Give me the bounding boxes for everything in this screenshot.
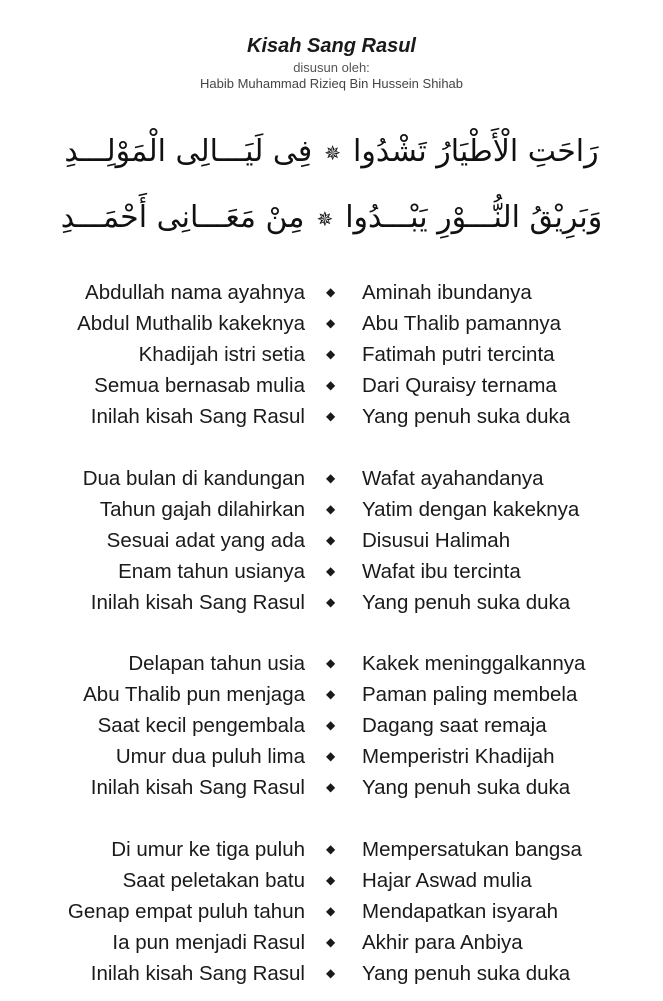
diamond-bullet-icon: ◆	[326, 564, 336, 578]
arabic-verse-line-2	[0, 198, 663, 239]
verse-left: Abu Thalib pun menjaga	[83, 683, 305, 706]
verse-line	[0, 339, 663, 370]
verse-right: Dagang saat remaja	[362, 714, 547, 737]
verse-left: Umur dua puluh lima	[115, 745, 305, 768]
verse-line	[0, 308, 663, 339]
verse-right: Yang penuh suka duka	[362, 405, 571, 428]
verse-line	[0, 896, 663, 927]
stanza-4	[0, 834, 663, 989]
diamond-bullet-icon: ◆	[326, 533, 336, 547]
verse-line	[0, 525, 663, 556]
verse-left: Abdul Muthalib kakeknya	[77, 312, 305, 335]
verse-left: Sesuai adat yang ada	[106, 529, 305, 552]
verse-line	[0, 865, 663, 896]
diamond-bullet-icon: ◆	[326, 904, 336, 918]
arabic-hemistich-first: وَبَرِيْقُ النُّـــوْرِ يَبْـــدُوا	[345, 200, 603, 235]
star-ornament-icon: ✵	[324, 140, 341, 165]
verse-left: Saat kecil pengembala	[97, 714, 305, 737]
document-header	[0, 34, 663, 92]
verse-line	[0, 277, 663, 308]
verse-left: Tahun gajah dilahirkan	[99, 498, 305, 521]
verse-left: Genap empat puluh tahun	[67, 900, 305, 923]
verse-left: Inilah kisah Sang Rasul	[90, 591, 305, 614]
diamond-bullet-icon: ◆	[326, 502, 336, 516]
diamond-bullet-icon: ◆	[326, 749, 336, 763]
verse-right: Abu Thalib pamannya	[362, 312, 562, 335]
verse-right: Dari Quraisy ternama	[362, 374, 557, 397]
verse-right: Yang penuh suka duka	[362, 962, 571, 985]
verse-left: Inilah kisah Sang Rasul	[90, 962, 305, 985]
stanza-2	[0, 463, 663, 618]
verse-left: Saat peletakan batu	[122, 869, 305, 892]
verse-right: Hajar Aswad mulia	[362, 869, 532, 892]
verse-right: Mempersatukan bangsa	[362, 838, 582, 861]
verse-left: Khadijah istri setia	[138, 343, 305, 366]
document-title: Kisah Sang Rasul	[247, 35, 416, 57]
verse-right: Paman paling membela	[362, 683, 578, 706]
verse-line	[0, 587, 663, 618]
byline-label: disusun oleh:	[293, 60, 370, 75]
verse-right: Wafat ibu tercinta	[362, 560, 521, 583]
verse-line	[0, 494, 663, 525]
verse-line	[0, 648, 663, 679]
verse-line	[0, 556, 663, 587]
verse-right: Mendapatkan isyarah	[362, 900, 559, 923]
diamond-bullet-icon: ◆	[326, 378, 336, 392]
verse-line	[0, 679, 663, 710]
diamond-bullet-icon: ◆	[326, 656, 336, 670]
arabic-hemistich-first: رَاحَتِ الْأَطْيَارُ تَشْدُوا	[353, 134, 599, 169]
author-name: Habib Muhammad Rizieq Bin Hussein Shihab	[199, 76, 464, 91]
verse-line	[0, 958, 663, 989]
verse-left: Enam tahun usianya	[118, 560, 305, 583]
verse-right: Kakek meninggalkannya	[362, 652, 586, 675]
diamond-bullet-icon: ◆	[326, 316, 336, 330]
verse-right: Akhir para Anbiya	[362, 931, 523, 954]
diamond-bullet-icon: ◆	[326, 966, 336, 980]
verse-line	[0, 927, 663, 958]
verse-line	[0, 710, 663, 741]
verse-left: Di umur ke tiga puluh	[111, 838, 305, 861]
diamond-bullet-icon: ◆	[326, 935, 336, 949]
stanza-3	[0, 648, 663, 803]
diamond-bullet-icon: ◆	[326, 842, 336, 856]
verse-right: Disusui Halimah	[362, 529, 511, 552]
diamond-bullet-icon: ◆	[326, 347, 336, 361]
verse-left: Inilah kisah Sang Rasul	[90, 776, 305, 799]
verse-line	[0, 741, 663, 772]
verse-line	[0, 370, 663, 401]
diamond-bullet-icon: ◆	[326, 873, 336, 887]
verse-right: Fatimah putri tercinta	[362, 343, 555, 366]
verse-line	[0, 834, 663, 865]
verse-left: Inilah kisah Sang Rasul	[90, 405, 305, 428]
verse-right: Aminah ibundanya	[362, 281, 532, 304]
diamond-bullet-icon: ◆	[326, 687, 336, 701]
verse-line	[0, 463, 663, 494]
diamond-bullet-icon: ◆	[326, 471, 336, 485]
verse-left: Dua bulan di kandungan	[82, 467, 305, 490]
verse-right: Yatim dengan kakeknya	[362, 498, 580, 521]
verse-left: Abdullah nama ayahnya	[85, 281, 305, 304]
arabic-hemistich-second: فِى لَيَـــالِى الْمَوْلِـــدِ	[64, 134, 313, 169]
verse-right: Yang penuh suka duka	[362, 591, 571, 614]
verse-right: Wafat ayahandanya	[362, 467, 544, 490]
verse-line	[0, 772, 663, 803]
verse-left: Ia pun menjadi Rasul	[112, 931, 305, 954]
diamond-bullet-icon: ◆	[326, 409, 336, 423]
diamond-bullet-icon: ◆	[326, 780, 336, 794]
diamond-bullet-icon: ◆	[326, 285, 336, 299]
arabic-verse-line-1	[0, 132, 663, 173]
arabic-hemistich-second: مِنْ مَعَـــانِى أَحْمَـــدِ	[60, 200, 305, 235]
stanza-1	[0, 277, 663, 432]
verse-left: Delapan tahun usia	[128, 652, 305, 675]
diamond-bullet-icon: ◆	[326, 718, 336, 732]
verse-right: Yang penuh suka duka	[362, 776, 571, 799]
star-ornament-icon: ✵	[316, 206, 334, 231]
verse-line	[0, 401, 663, 432]
diamond-bullet-icon: ◆	[326, 595, 336, 609]
verse-left: Semua bernasab mulia	[94, 374, 305, 397]
verse-right: Memperistri Khadijah	[362, 745, 555, 768]
